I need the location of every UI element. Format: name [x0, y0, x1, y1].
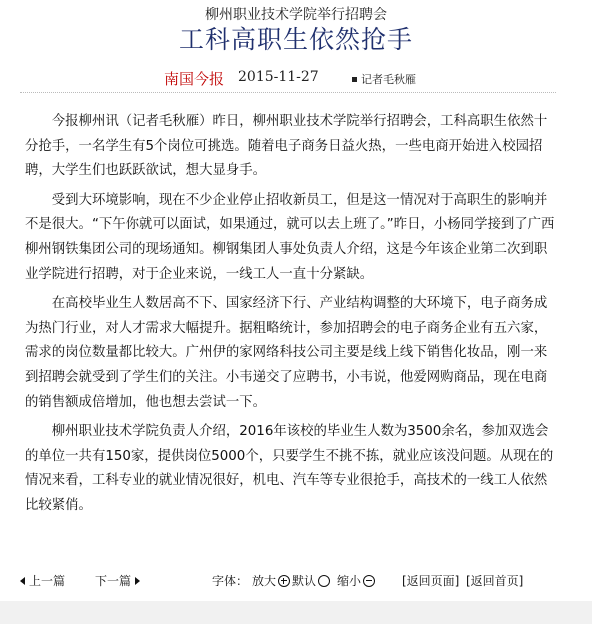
article-paragraph: 受到大环境影响，现在不少企业停止招收新员工，但是这一情况对于高职生的影响并不是很大。“下午你就可以面试，如果通过，就可以去上班了。”昨日，小杨同学接到了广西柳州钢铁集团公司的现场通知。柳钢集团人事处负责人介绍，这是今年该企业第二次到职业学院进行招聘，对于企业来说，一线工人一直十分紧缺。: [25, 192, 555, 282]
article-paragraph: 柳州职业技术学院负责人介绍，2016年该校的毕业生人数为3500余名，参加双选会的单位一共有150家，提供岗位5000个，只要学生不挑不拣，就业应该没问题。从现在的情况来看，工科专业的就业情况很好，机电、汽车等专业很抢手，高技术的一线工人依然比较紧俏。: [25, 424, 554, 513]
back-to-home-link[interactable]: [返回首页]: [466, 574, 524, 588]
font-large-option[interactable]: [252, 572, 290, 589]
news-source: 南国今报: [164, 70, 225, 88]
article-paragraph: 今报柳州讯（记者毛秋雁）昨日，柳州职业技术学院举行招聘会，工科高职生依然十分抢手，一名学生有5个岗位可挑选。随着电子商务日益火热，一些电商开始进入校园招聘，大学生们也跃跃欲试，想大显身手。: [25, 114, 548, 179]
article-headline: 工科高职生依然抢手: [178, 25, 413, 54]
square-bullet-icon: [352, 77, 357, 82]
publish-date: 2015-11-27: [238, 69, 319, 85]
meta-divider: [20, 92, 556, 93]
font-default-label: 默认: [292, 574, 317, 588]
article-body: [25, 110, 555, 524]
plus-circle-icon: [278, 575, 290, 587]
prev-article-link[interactable]: [20, 572, 65, 589]
font-small-option[interactable]: [337, 572, 375, 589]
font-small-label: 缩小: [337, 574, 362, 588]
author-name: 记者毛秋雁: [361, 73, 416, 86]
article-footer: [0, 570, 592, 590]
font-large-label: 放大: [252, 574, 277, 588]
article-paragraph: 在高校毕业生人数居高不下、国家经济下行、产业结构调整的大环境下，电子商务成为热门行业，对人才需求大幅提升。据粗略统计，参加招聘会的电子商务企业有五六家，需求的岗位数量都比较大。广州伊的家网络科技公司主要是线上线下销售化妆品，刚一来到招聘会就受到了学生们的关注。小韦递交了应聘书，小韦说，他爱网购商品，现在电商的销售额成倍增加，他也想去尝试一下。: [25, 296, 548, 410]
minus-circle-icon: [363, 575, 375, 587]
article-kicker: 柳州职业技术学院举行招聘会: [205, 7, 387, 23]
circle-icon: [318, 575, 330, 587]
font-size-label: 字体：: [212, 574, 249, 588]
author-line: [352, 71, 416, 87]
next-article-label: 下一篇: [95, 574, 132, 588]
next-article-link[interactable]: [95, 572, 140, 589]
bottom-bar: [0, 601, 592, 624]
arrow-right-icon: [135, 577, 140, 585]
arrow-left-icon: [20, 577, 25, 585]
prev-article-label: 上一篇: [29, 574, 66, 588]
back-to-page-link[interactable]: [返回页面]: [402, 574, 460, 588]
font-default-option[interactable]: [292, 572, 330, 589]
article-meta: [0, 68, 592, 88]
